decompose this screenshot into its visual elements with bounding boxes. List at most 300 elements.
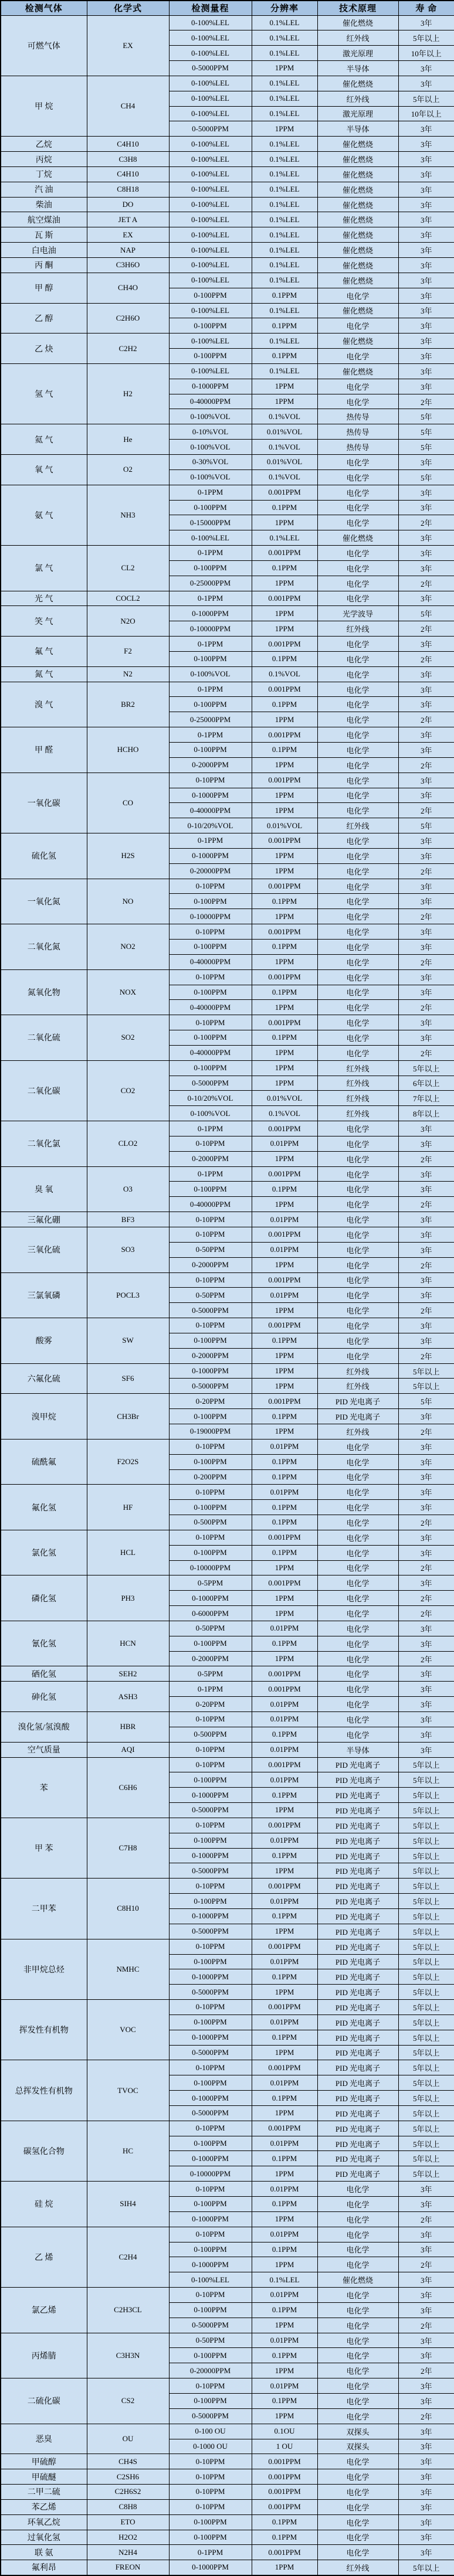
formula-cell: N2 (87, 666, 169, 682)
lifespan-cell: 2年 (398, 1606, 454, 1621)
resolution-cell: 1PPM (252, 1591, 317, 1606)
resolution-cell: 0.1PPM (252, 1454, 317, 1469)
gas-name-cell: 氦 气 (1, 424, 87, 455)
range-cell: 0-100%LEL (169, 46, 252, 61)
principle-cell: 电化学 (317, 1272, 398, 1288)
gas-name-cell: 氨 气 (1, 485, 87, 545)
lifespan-cell: 5年以上 (398, 1788, 454, 1803)
lifespan-cell: 3年 (398, 1545, 454, 1560)
resolution-cell: 0.1PPM (252, 500, 317, 515)
principle-cell: 电化学 (317, 743, 398, 758)
principle-cell: 电化学 (317, 1288, 398, 1303)
principle-cell: 催化燃烧 (317, 363, 398, 379)
range-cell: 0-100PPM (169, 560, 252, 576)
range-cell: 0-1000PPM (169, 1591, 252, 1606)
lifespan-cell: 10年以上 (398, 46, 454, 61)
principle-cell: PID 光电离子 (317, 2060, 398, 2075)
principle-cell: 红外线 (317, 2560, 398, 2575)
table-row (1, 76, 454, 91)
resolution-cell: 0.1PPM (252, 1969, 317, 1985)
resolution-cell: 0.001PPM (252, 1818, 317, 1833)
range-cell: 0-100%VOL (169, 469, 252, 485)
range-cell: 0-100%LEL (169, 76, 252, 91)
principle-cell: 电化学 (317, 1333, 398, 1348)
lifespan-cell: 2年 (398, 1000, 454, 1015)
range-cell: 0-1000 OU (169, 2439, 252, 2454)
gas-name-cell: 硫化氢 (1, 833, 87, 879)
principle-cell: 电化学 (317, 2288, 398, 2303)
range-cell: 0-10PPM (169, 924, 252, 940)
lifespan-cell: 5年以上 (398, 2560, 454, 2575)
principle-cell: 电化学 (317, 2530, 398, 2545)
table-row (1, 166, 454, 182)
resolution-cell: 1PPM (252, 1060, 317, 1076)
gas-name-cell: 酸雾 (1, 1318, 87, 1364)
principle-cell: 电化学 (317, 1182, 398, 1197)
principle-cell: 电化学 (317, 1303, 398, 1318)
lifespan-cell: 10年以上 (398, 106, 454, 121)
principle-cell: 电化学 (317, 1439, 398, 1454)
resolution-cell: 0.1%VOL (252, 1106, 317, 1121)
resolution-cell: 0.1PPM (252, 2348, 317, 2363)
range-cell: 0-10PPM (169, 1227, 252, 1243)
resolution-cell: 0.1PPM (252, 894, 317, 909)
range-cell: 0-10PPM (169, 1015, 252, 1030)
table-row (1, 1682, 454, 1697)
lifespan-cell: 3年 (398, 349, 454, 364)
lifespan-cell: 3年 (398, 773, 454, 788)
gas-name-cell: 砷化氢 (1, 1682, 87, 1712)
resolution-cell: 0.001PPM (252, 2060, 317, 2075)
resolution-cell: 1PPM (252, 515, 317, 530)
range-cell: 0-100PPM (169, 349, 252, 364)
principle-cell: 电化学 (317, 1666, 398, 1682)
table-row (1, 2288, 454, 2303)
range-cell: 0-1PPM (169, 833, 252, 849)
resolution-cell: 1PPM (252, 2211, 317, 2227)
range-cell: 0-100PPM (169, 697, 252, 712)
lifespan-cell: 3年 (398, 15, 454, 30)
resolution-cell: 0.001PPM (252, 1272, 317, 1288)
resolution-cell: 0.001PPM (252, 1682, 317, 1697)
range-cell: 0-1PPM (169, 682, 252, 697)
resolution-cell: 0.1%VOL (252, 409, 317, 424)
formula-cell: N2H4 (87, 2545, 169, 2560)
principle-cell: 电化学 (317, 1591, 398, 1606)
resolution-cell: 0.001PPM (252, 1227, 317, 1243)
gas-name-cell: 乙烷 (1, 137, 87, 152)
lifespan-cell: 5年以上 (398, 2014, 454, 2030)
lifespan-cell: 3年 (398, 2302, 454, 2318)
resolution-cell: 1PPM (252, 2045, 317, 2060)
gas-name-cell: 空气质量 (1, 1742, 87, 1757)
range-cell: 0-10000PPM (169, 1560, 252, 1575)
lifespan-cell: 3年 (398, 1409, 454, 1424)
formula-cell: OU (87, 2424, 169, 2454)
lifespan-cell: 3年 (398, 727, 454, 743)
principle-cell: 电化学 (317, 909, 398, 924)
resolution-cell: 0.001PPM (252, 833, 317, 849)
table-row (1, 2227, 454, 2242)
principle-cell: 电化学 (317, 1227, 398, 1243)
resolution-cell: 0.1PPM (252, 1469, 317, 1485)
resolution-cell: 0.01PPM (252, 2288, 317, 2303)
range-cell: 0-10/20%VOL (169, 818, 252, 833)
principle-cell: 红外线 (317, 1379, 398, 1394)
lifespan-cell: 5年以上 (398, 1833, 454, 1848)
table-row (1, 1121, 454, 1136)
lifespan-cell: 5年以上 (398, 1908, 454, 1924)
range-cell: 0-5000PPM (169, 1379, 252, 1394)
principle-cell: 催化燃烧 (317, 152, 398, 167)
range-cell: 0-20000PPM (169, 863, 252, 879)
range-cell: 0-10PPM (169, 1530, 252, 1545)
principle-cell: 红外线 (317, 1091, 398, 1106)
principle-cell: 催化燃烧 (317, 182, 398, 197)
resolution-cell: 1PPM (252, 379, 317, 394)
resolution-cell: 0.1PPM (252, 2302, 317, 2318)
resolution-cell: 0.01PPM (252, 2075, 317, 2091)
range-cell: 0-100PPM (169, 1454, 252, 1469)
resolution-cell: 1PPM (252, 621, 317, 637)
lifespan-cell: 2年 (398, 1151, 454, 1166)
range-cell: 0-2000PPM (169, 1257, 252, 1272)
gas-name-cell: 氢 气 (1, 363, 87, 424)
formula-cell: F2O2S (87, 1439, 169, 1485)
range-cell: 0-2000PPM (169, 1651, 252, 1666)
formula-cell: SIH4 (87, 2182, 169, 2227)
resolution-cell: 0.1PPM (252, 939, 317, 954)
resolution-cell: 0.1PPM (252, 1727, 317, 1742)
principle-cell: 电化学 (317, 2197, 398, 2212)
resolution-cell: 0.1PPM (252, 2242, 317, 2257)
resolution-cell: 0.01%VOL (252, 818, 317, 833)
lifespan-cell: 3年 (398, 76, 454, 91)
resolution-cell: 0.001PPM (252, 1879, 317, 1894)
principle-cell: 催化燃烧 (317, 15, 398, 30)
resolution-cell: 0.1%LEL (252, 273, 317, 288)
lifespan-cell: 3年 (398, 969, 454, 985)
resolution-cell: 1PPM (252, 2105, 317, 2121)
principle-cell: 电化学 (317, 2242, 398, 2257)
principle-cell: PID 光电离子 (317, 1939, 398, 1954)
principle-cell: PID 光电离子 (317, 1818, 398, 1833)
range-cell: 0-5000PPM (169, 1985, 252, 2000)
gas-name-cell: 汽 油 (1, 182, 87, 197)
formula-cell: C3H8 (87, 152, 169, 167)
range-cell: 0-100PPM (169, 1182, 252, 1197)
resolution-cell: 0.01PPM (252, 2378, 317, 2394)
formula-cell: C4H10 (87, 137, 169, 152)
lifespan-cell: 3年 (398, 303, 454, 318)
lifespan-cell: 5年以上 (398, 1818, 454, 1833)
range-cell: 0-100PPM (169, 2348, 252, 2363)
resolution-cell: 0.1PPM (252, 1409, 317, 1424)
gas-name-cell: 航空煤油 (1, 212, 87, 227)
principle-cell: 电化学 (317, 954, 398, 969)
gas-name-cell: 硒化氢 (1, 1666, 87, 1682)
formula-cell: NO2 (87, 924, 169, 970)
principle-cell: 电化学 (317, 591, 398, 606)
lifespan-cell: 3年 (398, 1121, 454, 1136)
lifespan-cell: 2年 (398, 712, 454, 727)
resolution-cell: 0.1PPM (252, 2530, 317, 2545)
range-cell: 0-100%LEL (169, 15, 252, 30)
principle-cell: PID 光电离子 (317, 1848, 398, 1863)
range-cell: 0-10000PPM (169, 909, 252, 924)
formula-cell: SEH2 (87, 1666, 169, 1682)
principle-cell: PID 光电离子 (317, 2151, 398, 2166)
principle-cell: 电化学 (317, 2333, 398, 2348)
header-range: 检测量程 (169, 1, 252, 15)
formula-cell: ASH3 (87, 1682, 169, 1712)
principle-cell: PID 光电离子 (317, 1969, 398, 1985)
resolution-cell: 0.001PPM (252, 2499, 317, 2514)
principle-cell: 电化学 (317, 1500, 398, 1515)
lifespan-cell: 3年 (398, 1575, 454, 1591)
resolution-cell: 1PPM (252, 1197, 317, 1212)
range-cell: 0-10PPM (169, 2121, 252, 2136)
formula-cell: SO3 (87, 1227, 169, 1273)
resolution-cell: 1PPM (252, 1076, 317, 1091)
principle-cell: 电化学 (317, 1030, 398, 1046)
resolution-cell: 0.1PPM (252, 743, 317, 758)
lifespan-cell: 3年 (398, 924, 454, 940)
table-row (1, 1879, 454, 1894)
principle-cell: 电化学 (317, 1045, 398, 1060)
principle-cell: 电化学 (317, 2348, 398, 2363)
principle-cell: 电化学 (317, 1242, 398, 1257)
lifespan-cell: 2年 (398, 651, 454, 666)
lifespan-cell: 3年 (398, 363, 454, 379)
lifespan-cell: 5年以上 (398, 2136, 454, 2151)
lifespan-cell: 3年 (398, 318, 454, 334)
resolution-cell: 0.1PPM (252, 1636, 317, 1651)
principle-cell: PID 光电离子 (317, 2000, 398, 2015)
lifespan-cell: 3年 (398, 1727, 454, 1742)
resolution-cell: 0.1PPM (252, 2030, 317, 2045)
resolution-cell: 1PPM (252, 863, 317, 879)
resolution-cell: 0.001PPM (252, 591, 317, 606)
formula-cell: DO (87, 197, 169, 212)
resolution-cell: 1PPM (252, 1045, 317, 1060)
principle-cell: 电化学 (317, 939, 398, 954)
range-cell: 0-10PPM (169, 1818, 252, 1833)
lifespan-cell: 3年 (398, 2499, 454, 2514)
resolution-cell: 0.1PPM (252, 1500, 317, 1515)
principle-cell: 电化学 (317, 2545, 398, 2560)
range-cell: 0-100%LEL (169, 2272, 252, 2288)
lifespan-cell: 5年 (398, 409, 454, 424)
resolution-cell: 0.1%VOL (252, 440, 317, 455)
table-row (1, 1485, 454, 1500)
formula-cell: N2O (87, 606, 169, 637)
resolution-cell: 1PPM (252, 803, 317, 818)
lifespan-cell: 5年以上 (398, 1985, 454, 2000)
lifespan-cell: 3年 (398, 288, 454, 303)
header-lifespan: 寿 命 (398, 1, 454, 15)
table-row (1, 424, 454, 440)
range-cell: 0-100PPM (169, 288, 252, 303)
table-row (1, 1939, 454, 1954)
gas-name-cell: 氯乙烯 (1, 2288, 87, 2333)
formula-cell: C7H8 (87, 1818, 169, 1878)
lifespan-cell: 3年 (398, 334, 454, 349)
formula-cell: AQI (87, 1742, 169, 1757)
table-row (1, 969, 454, 985)
gas-name-cell: 溴甲烷 (1, 1394, 87, 1440)
principle-cell: 电化学 (317, 969, 398, 985)
resolution-cell: 0.1%LEL (252, 530, 317, 546)
range-cell: 0-10PPM (169, 2499, 252, 2514)
lifespan-cell: 3年 (398, 61, 454, 76)
range-cell: 0-40000PPM (169, 803, 252, 818)
principle-cell: PID 光电离子 (317, 2121, 398, 2136)
formula-cell: HCL (87, 1530, 169, 1575)
range-cell: 0-20PPM (169, 1697, 252, 1712)
gas-name-cell: 二甲苯 (1, 1879, 87, 1939)
lifespan-cell: 3年 (398, 591, 454, 606)
resolution-cell: 0.001PPM (252, 637, 317, 652)
range-cell: 0-1PPM (169, 591, 252, 606)
resolution-cell: 0.01PPM (252, 1136, 317, 1151)
lifespan-cell: 3年 (398, 454, 454, 469)
range-cell: 0-5000PPM (169, 1863, 252, 1879)
range-cell: 0-10PPM (169, 2288, 252, 2303)
range-cell: 0-40000PPM (169, 1000, 252, 1015)
lifespan-cell: 3年 (398, 2288, 454, 2303)
range-cell: 0-100PPM (169, 500, 252, 515)
resolution-cell: 0.1%LEL (252, 363, 317, 379)
gas-name-cell: 乙 炔 (1, 334, 87, 364)
principle-cell: 电化学 (317, 637, 398, 652)
principle-cell: 催化燃烧 (317, 76, 398, 91)
lifespan-cell: 5年 (398, 818, 454, 833)
resolution-cell: 0.1PPM (252, 1515, 317, 1530)
lifespan-cell: 3年 (398, 182, 454, 197)
gas-name-cell: 磷化氢 (1, 1575, 87, 1621)
principle-cell: PID 光电离子 (317, 2075, 398, 2091)
range-cell: 0-100PPM (169, 2514, 252, 2530)
lifespan-cell: 3年 (398, 1288, 454, 1303)
gas-name-cell: 丙烯腈 (1, 2333, 87, 2378)
table-row (1, 1318, 454, 1333)
lifespan-cell: 5年以上 (398, 1363, 454, 1379)
range-cell: 0-1000PPM (169, 2560, 252, 2575)
principle-cell: 电化学 (317, 803, 398, 818)
lifespan-cell: 5年以上 (398, 2000, 454, 2015)
principle-cell: 电化学 (317, 1454, 398, 1469)
formula-cell: COCL2 (87, 591, 169, 606)
range-cell: 0-10PPM (169, 1939, 252, 1954)
resolution-cell: 1PPM (252, 2166, 317, 2182)
formula-cell: C8H10 (87, 1879, 169, 1939)
resolution-cell: 1PPM (252, 2560, 317, 2575)
lifespan-cell: 3年 (398, 2469, 454, 2485)
lifespan-cell: 2年 (398, 909, 454, 924)
lifespan-cell: 5年以上 (398, 1757, 454, 1772)
formula-cell: POCL3 (87, 1272, 169, 1318)
principle-cell: 电化学 (317, 1575, 398, 1591)
resolution-cell: 0.001PPM (252, 1015, 317, 1030)
table-row (1, 2499, 454, 2514)
resolution-cell: 0.001PPM (252, 1166, 317, 1182)
resolution-cell: 0.1%LEL (252, 15, 317, 30)
lifespan-cell: 3年 (398, 2424, 454, 2439)
resolution-cell: 0.1%LEL (252, 334, 317, 349)
resolution-cell: 0.1%LEL (252, 106, 317, 121)
principle-cell: 电化学 (317, 318, 398, 334)
gas-name-cell: 二氧化硫 (1, 1015, 87, 1061)
range-cell: 0-10PPM (169, 1212, 252, 1227)
resolution-cell: 1PPM (252, 606, 317, 621)
range-cell: 0-2000PPM (169, 757, 252, 773)
resolution-cell: 0.1PPM (252, 1908, 317, 1924)
gas-name-cell: 柴油 (1, 197, 87, 212)
resolution-cell: 1PPM (252, 1863, 317, 1879)
formula-cell: HCHO (87, 727, 169, 773)
lifespan-cell: 5年以上 (398, 2121, 454, 2136)
principle-cell: 电化学 (317, 560, 398, 576)
table-row (1, 546, 454, 561)
range-cell: 0-100PPM (169, 1500, 252, 1515)
principle-cell: PID 光电离子 (317, 1985, 398, 2000)
range-cell: 0-1PPM (169, 727, 252, 743)
range-cell: 0-100%LEL (169, 258, 252, 273)
gas-name-cell: 一氧化氮 (1, 879, 87, 924)
principle-cell: PID 光电离子 (317, 2091, 398, 2106)
lifespan-cell: 3年 (398, 197, 454, 212)
table-row (1, 137, 454, 152)
formula-cell: H2O2 (87, 2530, 169, 2545)
range-cell: 0-100PPM (169, 2136, 252, 2151)
principle-cell: 红外线 (317, 91, 398, 106)
resolution-cell: 0.01PPM (252, 1621, 317, 1636)
principle-cell: 电化学 (317, 2454, 398, 2469)
formula-cell: SF6 (87, 1363, 169, 1394)
table-row (1, 2182, 454, 2197)
table-row (1, 227, 454, 243)
principle-cell: 红外线 (317, 621, 398, 637)
range-cell: 0-100PPM (169, 939, 252, 954)
lifespan-cell: 5年以上 (398, 1969, 454, 1985)
principle-cell: 电化学 (317, 1530, 398, 1545)
resolution-cell: 0.1PPM (252, 2393, 317, 2408)
principle-cell: 电化学 (317, 1469, 398, 1485)
table-row (1, 727, 454, 743)
range-cell: 0-100 OU (169, 2424, 252, 2439)
table-row (1, 15, 454, 30)
resolution-cell: 1PPM (252, 1803, 317, 1818)
lifespan-cell: 3年 (398, 1318, 454, 1333)
resolution-cell: 1PPM (252, 1560, 317, 1575)
principle-cell: 电化学 (317, 2393, 398, 2408)
principle-cell: 激光原理 (317, 106, 398, 121)
gas-name-cell: 联 氨 (1, 2545, 87, 2560)
range-cell: 0-100PPM (169, 2302, 252, 2318)
resolution-cell: 1PPM (252, 1257, 317, 1272)
principle-cell: 光学波导 (317, 606, 398, 621)
lifespan-cell: 3年 (398, 1015, 454, 1030)
resolution-cell: 0.1%LEL (252, 182, 317, 197)
formula-cell: C2H6S2 (87, 2485, 169, 2500)
gas-name-cell: 硅 烷 (1, 2182, 87, 2227)
range-cell: 0-1000PPM (169, 2211, 252, 2227)
resolution-cell: 1PPM (252, 1424, 317, 1439)
principle-cell: 电化学 (317, 1151, 398, 1166)
lifespan-cell: 6年以上 (398, 1076, 454, 1091)
table-header-row (1, 1, 454, 15)
